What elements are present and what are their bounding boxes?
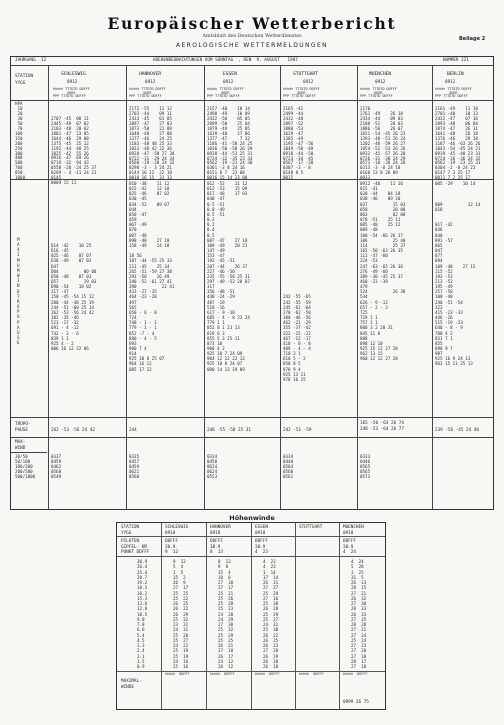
- hw-subhead-muenchen: DDFFF 30.9 4 24: [343, 539, 356, 556]
- maxwind-label: MAX- WIND: [15, 440, 26, 452]
- divider: [11, 417, 493, 418]
- tropopause-berlin: 239 -56 -45 24 40: [435, 428, 479, 433]
- station-name-berlin: BERLIN: [447, 72, 464, 77]
- hw-bottom-value: 0999 26 75: [343, 700, 369, 705]
- column-line: [295, 523, 296, 710]
- maximum-wind-tropopause-label: M A X I M U M W I N D T R O P O P A U S E: [17, 237, 20, 346]
- station-code-muenchen: 0912: [375, 80, 386, 85]
- hw-subhead-essen: DDFFF 30.9 4 23: [255, 539, 268, 556]
- pressure-levels: HPA 10 20 30 50 70 100 150 200 250 300 400 500 700 850 1000: [15, 101, 26, 181]
- column-line: [206, 523, 207, 710]
- report-subtitle: Amtsblatt des Deutschen Wetterdienstes: [202, 34, 302, 39]
- levels-schleswig: 2707 -45 08 11 2445 -49 07 02 2103 -48 20 02 1881 -47 23 05 1644 -46 29 08 1375 -45 25 12 1192 -44 48 25 1025 -42 55 26 0916 -47 69 26 0719 -32 94 43 0558 -20 -24 25 37 0299 - 4 -11 24 21 0145 0009 15 11: [51, 115, 97, 186]
- column-heading: hhhhh TTTDTD DDFFF ODER PPP TTTDTD DDFFF: [53, 87, 90, 99]
- hw-values-muenchen: 4 24 5 28 3 25 31 5 26 13 28 15 27 21 26 32 27 30 28 33 26 33 27 35 28 28 27 21 27 24 25 24 27 23 27 20 27 18 28 17 27 18: [351, 559, 367, 669]
- station-code-hannover: 0912: [145, 80, 156, 85]
- maxwind-essen: 0334 0458 0624 0624 0553: [207, 454, 218, 479]
- station-name-stuttgart: STUTTGART: [293, 72, 318, 77]
- date-line: HOEHENBEOBACHTUNGEN VOM SONNTAG , DEN 9. AUGUST 1987: [153, 58, 298, 63]
- levels-muenchen: 2170 2761 -49 26 18 2434 -44 09 03 2100 -51 20 03 1886 -56 26 07 1651 -54 -45 26 23 1393 -48 -51 26 24 1202 -48 -59 26 27 1054 -52 -53 26 26 0932 -45 -57 26 28 0726 -31 -38 24 29 0571 -18 -28 24 28 0313 -3 -8 24 18 0160 13 8 28 09 0033: [360, 106, 406, 181]
- levels-berlin: 2161 -49 11 10 2701 -40 10 13 2432 -47 07 16 2093 -48 06 04 1874 -47 26 11 1641 -48 26 18 1376 -46 29 18 1187 -46 -63 26 26 1043 -54 -45 24 21 0919 -45 -48 23 31 0724 -36 -36 24 32 0562 -19 -23 25 31 0304 -2 -8 24 23 0147 7 3 25 17 0011 7 2 25 17: [435, 106, 481, 181]
- maxwind-hannover: 0335 0457 0459 0621 0560: [129, 454, 140, 479]
- column-line: [126, 65, 127, 510]
- hw-values-schleswig: 9 12 5 4 1 5 15 2 26 9 27 17 25 25 25 22 26 25 26 22 26 29 25 32 23 31 24 31 25 28 25 27 24 22 25 19 25 19 24 16 25 16: [173, 559, 189, 669]
- tropopause-schleswig: 262 -53 -56 24 42: [51, 428, 95, 433]
- sig-levels-essen: 012 -52 11 12 012 -53 15 09 017 -48 17 03 040 -47 0.5 -51 0.0 -49 0.5 -51 0.3 0.2 0.4 0.5 087 -47 27 18 109 -49 20 21 147 -49 153 -47 192 -45 -51 207 -44 26 37 227 -46 -50 235 -55 -58 25 31 297 -49 -52 28 07 317 356 -48 -51 440 -24 -29 487 -19 518 -16 617 - 9 -10 685 - 4 - 8 23 24 779 1 1 852 8 1 23 13 819 6 3 855 5 3 25 11 873 10 900 4 2 925 10 7 24 09 964 12 12 22 12 925 10 8 24 07 000 14 13 19 09: [207, 181, 250, 372]
- station-label: STATION YYGG: [15, 74, 34, 86]
- column-line: [48, 65, 49, 510]
- sig-levels-muenchen: 0912 -40 11 16 015 -41 020 -44 04 18 030 -46 09 20 037 15 03 050 28 08 063 02 08 070 -51 25 11 085 -48 25 12 089 -48 100 -54 -66 26 37 106 25 40 114 25 37 165 -50 -63 26 35 111 -47 -60 224 -53 247 -63 -65 26 36 276 -49 -60 389 -30 -45 25 37 460 -23 -39 479 524 26 38 534 626 - 9 -12 657 - 2 - 3 725 729 1 1 757 1 1 800 3 2 28 31 845 11 8 888 898 12 10 925 15 12 27 28 962 13 15 960 12 12 27 28: [360, 181, 406, 362]
- hw-values-hannover: 8 13 9 8 35 4 10 8 27 10 27 17 25 21 25 26 25 28 25 23 24 28 24 29 27 30 25 32 25 29 25 25 26 21 27 18 26 17 24 12 26 12: [218, 559, 234, 669]
- hw-values-essen: 4 23 4 23 1 14 17 14 26 31 27 27 25 29 27 16 25 30 26 28 25 29 25 27 24 31 25 30 26 22 26 25 26 23 27 20 26 19 26 20 26 18: [263, 559, 279, 669]
- tropopause-hannover: 244: [129, 428, 137, 433]
- nummer-label: NUMMER 221: [443, 58, 469, 63]
- divider: [11, 65, 493, 66]
- column-heading: hhhhh TTTDTD DDFFF ODER PPP TTTDTD DDFFF: [360, 87, 397, 99]
- beilage-label: Beilage 2: [459, 36, 486, 42]
- hw-station-stuttgart: STUTTGART: [299, 525, 323, 530]
- column-line: [339, 523, 340, 710]
- hw-subhead-schleswig: DDFFF 30.9 9 12: [165, 539, 178, 556]
- station-name-muenchen: MUENCHEN: [369, 72, 392, 77]
- hw-heights: 30.9 26.4 25.4 20.7 19.2 18.3 16.2 15.3 13.6 12.0 10.5 9.0 7.8 6.6 5.4 4.5 3.3 2.4 2.1 1.5 0.9: [137, 559, 148, 669]
- station-code-berlin: 0912: [445, 80, 456, 85]
- tropopause-muenchen: 165 -50 -63 26 74 248 -53 -64 26 77: [360, 421, 404, 433]
- column-heading: hhhhh TTTDTD DDFFF ODER PPP TTTDTD DDFFF: [283, 87, 320, 99]
- tropopause-stuttgart: 242 -51 -59: [283, 428, 312, 433]
- report-title: Europäischer Wetterbericht: [107, 14, 397, 33]
- column-line: [204, 65, 205, 510]
- sig-levels-berlin: 005 -29 10 14 009 12 14 018 017 -42 036 040 091 -57 065 047 077 094 109 -48 27 15 115 -52 193 -53 213 -53 195 -49 257 -58 100 -48 240 -51 -54 322 415 -23 -33 446 -26 515 -19 -23 640 - 8 - 9 788 4 2 831 7 1 855 890 9 7 907 925 16 9 24 13 963 15 11 25 13: [435, 181, 481, 367]
- sig-levels-hannover: 010 -38 11 12 015 -42 12 18 025 -46 07 02 030 -45 034 -52 09 07 044 050 -47 059 067 -49 070 087 -48 098 -48 27 18 158 -49 24 18 18 56 187 -44 -55 25 33 213 -45 25 34 265 -51 -59 27 38 293 -50 26 49 340 -52 -61 27 41 390 22 41 433 -27 -35 464 -23 -28 497 565 650 - 6 - 8 724 748 - 1 - 1 779 - 1 - 1 852 -7 - 4 880 - 4 - 5 893 900 7 4 914 925 10 8 25 07 964 16 12 005 17 12: [129, 181, 175, 372]
- maxwind-levels: 30/50 50/100 100/200 200/500 500/1000: [15, 454, 36, 479]
- station-code-schleswig: 0912: [67, 80, 78, 85]
- column-line: [161, 523, 162, 710]
- maxwind-stuttgart: 0334 0448 0564 0560 0561: [283, 454, 294, 479]
- station-name-hannover: HANNOVER: [139, 72, 162, 77]
- levels-stuttgart: 2165 -42 2499 -44 2432 -48 2097 -52 1880 -53 1639 -47 1385 -49 1195 -47 -56 1049 -50 -49 0918 -44 -50 0723 -34 -45 0567 -17 -28 0307 -3 - 8 0148 8 5 0015: [283, 106, 314, 181]
- aerological-table: [10, 56, 494, 510]
- column-heading: hhhhh TTTDTD DDFFF ODER PPP TTTDTD DDFFF: [207, 87, 244, 99]
- jahrgang-label: JAHRGANG 12: [15, 58, 47, 63]
- column-heading: hhhhh TTTDTD DDFFF ODER PPP TTTDTD DDFFF: [129, 87, 166, 99]
- levels-hannover: 2172 -55 11 12 2703 -44 09 11 2433 -45 01 05 2097 -47 27 03 1873 -50 21 09 1640 -48 27 08 1377 -46 24 25 1183 -48 48 25 33 1033 -48 42 22 36 0920 -47 -50 27 38 0722 -31 -29 24 34 0560 -19 -20 24 32 0290 -3 - 3 24 21 0144 16 12 22 18 0010 16 15 31 13: [129, 106, 175, 181]
- hw-foot-heading: hhhhh DDFFF: [343, 672, 368, 676]
- hw-foot-heading: hhhhh DDFFF: [299, 672, 324, 676]
- hw-station-essen: ESSEN 0918: [255, 525, 268, 536]
- levels-essen: 2157 -40 10 14 2498 -49 10 09 2432 -50 05 05 2099 -50 25 04 1879 -49 25 05 1639 -48 27 06 1377 -47 7 32 1186 -41 -50 24 25 1036 -50 -50 26 29 0920 -44 -51 25 31 0724 -32 -35 23 34 0562 -19 -21 24 30 0301 -3 8 24 16 0151 8 7 23 08 0016 15 14 23 08: [207, 106, 253, 181]
- divider: [11, 437, 493, 438]
- tropopause-label: TROPO- PAUSE: [15, 422, 31, 434]
- hw-station-hannover: HANNOVER 0918: [210, 525, 231, 536]
- maxwind-schleswig: 0337 0459 0462 0560 0549: [51, 454, 62, 479]
- divider: [11, 100, 493, 101]
- report-section: AEROLOGISCHE WETTERMELDUNGEN: [175, 42, 329, 49]
- column-line: [432, 65, 433, 510]
- hw-maxwind-label: MAXIMAL- WINDE: [121, 679, 142, 690]
- station-name-essen: ESSEN: [223, 72, 237, 77]
- hw-foot-heading: hhhhh DDFFF: [210, 672, 235, 676]
- station-code-essen: 0912: [223, 80, 234, 85]
- column-line: [357, 65, 358, 510]
- station-code-stuttgart: 0912: [303, 80, 314, 85]
- sig-levels-stuttgart: 242 -55 -65 242 -55 -59 245 -61 -64 270 -62 -58 300 -46 -56 462 -21 -29 355 -37 -42 322 -15 -22 467 -12 -17 410 - 8 - 8 489 - 4 - 4 710 2 1 810 5 - 2 858 8 5 870 9 4 925 13 11 970 16 15: [283, 294, 311, 382]
- hoehenwinde-title: Höhenwinde: [229, 514, 275, 522]
- column-line: [251, 523, 252, 710]
- hw-row-heading: PILOTEN GIPFEL- KM PUNKT DDFFF: [121, 539, 150, 556]
- hw-foot-heading: hhhhh DDFFF: [165, 672, 190, 676]
- hw-station-schleswig: SCHLESWIG 0918: [165, 525, 189, 536]
- hw-subhead-hannover: DDFFF 30.9 8 13: [210, 539, 223, 556]
- maxwind-muenchen: 0333 0446 0565 0565 0573: [360, 454, 371, 479]
- hw-station-muenchen: MUENCHEN 0918: [343, 525, 364, 536]
- hw-station-label: STATION YYGG: [121, 525, 140, 536]
- column-line: [280, 65, 281, 510]
- divider: [11, 179, 493, 180]
- divider: [11, 452, 47, 453]
- hw-foot-heading: hhhhh DDFFF: [255, 672, 280, 676]
- column-heading: hhhhh TTTDTD DDFFF ODER PPP TTTDTD DDFFF: [435, 87, 472, 99]
- tropopause-essen: 248 -55 -58 25 31: [207, 428, 251, 433]
- hoehenwinde-table: [116, 522, 386, 710]
- sig-levels-schleswig: D14 -42 10 25 D16 -45 025 -46 07 07 D30 -49 07 02 D47 D04 00 00 D50 -48 07 03 D57 19 03 D90 -54 18 02 117 -47 150 -45 -54 15 12 200 -44 -48 25 19 244 -51 -60 25 14 262 -53 -56 24 42 382 -35 -46 523 -17 -32 691 - 4 -12 742 - 3 - 6 839 1 1 925 4 - 2 006 16 12 22 06: [51, 242, 97, 351]
- station-name-schleswig: SCHLESWIG: [61, 72, 86, 77]
